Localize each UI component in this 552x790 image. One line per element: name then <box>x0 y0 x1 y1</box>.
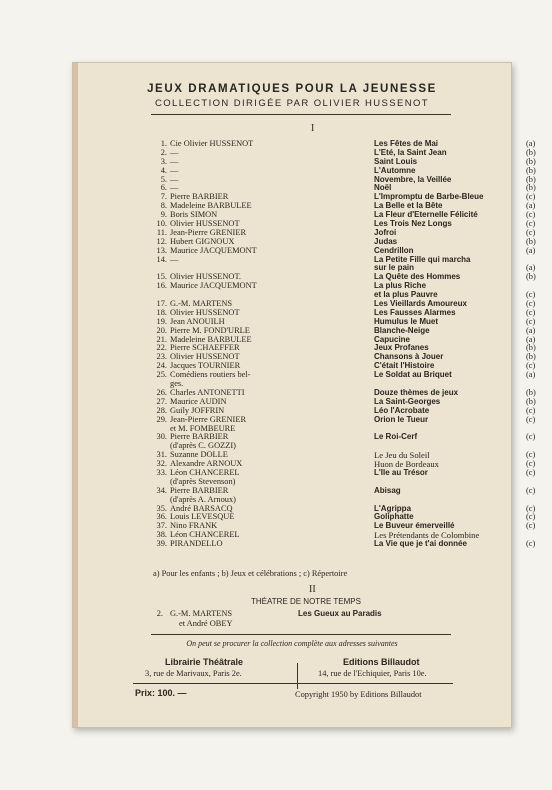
entry-title: L'Impromptu de Barbe-Bleue <box>374 192 484 202</box>
entry-code: (b) <box>526 272 536 282</box>
entry-author: Pierre SCHAEFFER <box>170 343 240 353</box>
entry-title: La plus Riche <box>374 281 427 291</box>
entry-title: Noël <box>374 183 392 193</box>
entry-author: Léon CHANCEREL <box>170 467 240 477</box>
entry-author: Alexandre ARNOUX <box>170 459 243 469</box>
entry-title: Les Prétendants de Colombine <box>374 530 480 541</box>
publisher-address: 14, rue de l'Echiquier, Paris 10e. <box>318 669 427 678</box>
entry-code: (b) <box>526 147 536 157</box>
entry-author: André BARSACQ <box>170 503 233 513</box>
entry-number: 25. <box>156 370 167 380</box>
entry-title: sur le pain <box>374 263 415 273</box>
entry-title: Les Trois Nez Longs <box>374 219 452 229</box>
list-item <box>153 176 543 185</box>
entry-code: (c) <box>526 299 536 309</box>
entry-author: Olivier HUSSENOT. <box>170 272 242 282</box>
entry-code: (c) <box>526 467 536 477</box>
entry-number: 30. <box>156 432 167 442</box>
entry-author: — <box>170 147 179 157</box>
header-rule <box>151 114 451 115</box>
list-item <box>153 371 543 380</box>
entry-title: L'Eté, la Saint Jean <box>374 147 447 157</box>
entry-number: 17. <box>156 299 167 309</box>
entry-code: (c) <box>526 521 536 531</box>
entry-title: Léo l'Acrobate <box>374 405 430 415</box>
bookshop-name: Librairie Théâtrale <box>165 657 244 667</box>
entry-number: 36. <box>156 512 167 522</box>
entry-author: Comédiens routiers bel- <box>170 370 251 380</box>
list-item <box>153 256 543 265</box>
entry-title: Humulus le Muet <box>374 316 439 326</box>
entry-code: (c) <box>526 219 536 229</box>
entry-title: Chansons à Jouer <box>374 352 444 362</box>
entry-author: Pierre BARBIER <box>170 432 229 442</box>
entry-title: La Saint-Georges <box>374 396 441 406</box>
footer-rule-bottom <box>133 683 453 684</box>
entry-number: 32. <box>156 459 167 469</box>
entry-number: 23. <box>156 352 167 362</box>
entry-number: 2. <box>160 147 167 157</box>
entry-code: (b) <box>526 396 536 406</box>
entry-code: (a) <box>526 370 536 380</box>
entry-title: La Quête des Hommes <box>374 272 461 282</box>
entry-author: Olivier HUSSENOT <box>170 307 240 317</box>
entry-code: (c) <box>526 307 536 317</box>
entry-number: 3. <box>160 156 167 166</box>
entry-author: Guily JOFFRIN <box>170 405 225 415</box>
list-item <box>153 247 543 256</box>
entry-title: Saint Louis <box>374 156 418 166</box>
entry-title: Le Jeu du Soleil <box>374 450 430 461</box>
entry-author: PIRANDELLO <box>170 539 223 549</box>
entry-title: Cendrillon <box>374 245 414 255</box>
entry-title: Novembre, la Veillée <box>374 174 452 184</box>
entry-code: (c) <box>526 512 536 522</box>
entry-title: C'était l'Histoire <box>374 361 435 371</box>
entry-number: 6. <box>160 183 167 193</box>
entry-author: Jacques TOURNIER <box>170 361 241 371</box>
entry-number: 33. <box>156 467 167 477</box>
entry-number: 21. <box>156 334 167 344</box>
entry-author: Hubert GIGNOUX <box>170 236 235 246</box>
entry-number: 10. <box>156 219 167 229</box>
entry-author: et M. FOMBEURE <box>170 423 236 433</box>
entry-number: 14. <box>156 254 167 264</box>
entry-title: La Belle et la Bête <box>374 201 443 211</box>
section-numeral-1: I <box>311 123 315 134</box>
entry-number: 13. <box>156 245 167 255</box>
legend: a) Pour les enfants ; b) Jeux et célébrations ; c) Répertoire <box>153 569 348 578</box>
entry-title: Le Buveur émerveillé <box>374 521 455 531</box>
list-item <box>153 140 543 149</box>
entry-author: Maurice JACQUEMONT <box>170 281 257 291</box>
entry-code: (a) <box>526 245 536 255</box>
entry-number: 5. <box>160 174 167 184</box>
entry-number: 38. <box>156 530 167 540</box>
entry-number: 35. <box>156 503 167 513</box>
entry-author: Pierre M. FOND'URLE <box>170 325 250 335</box>
entry-code: (c) <box>526 192 536 202</box>
entry-title: Abisag <box>374 485 401 495</box>
entry-title: Le Soldat au Briquet <box>374 370 452 380</box>
entry-code: (c) <box>526 459 536 469</box>
entry-code: (c) <box>526 210 536 220</box>
catalog-page <box>72 62 536 728</box>
entry-author: Boris SIMON <box>170 210 218 220</box>
entry-author: ges. <box>170 379 184 389</box>
entry-code: (c) <box>526 539 536 549</box>
play-list <box>153 140 543 549</box>
entry-code: (c) <box>526 290 536 300</box>
entry-code: (b) <box>526 352 536 362</box>
entry-author: Madeleine BARBULEE <box>170 334 252 344</box>
entry-code: (c) <box>526 414 536 424</box>
entry-number: 31. <box>156 450 167 460</box>
entry-code: (a) <box>526 325 536 335</box>
entry-author: Olivier HUSSENOT <box>170 219 240 229</box>
entry-title: et la plus Pauvre <box>374 290 438 300</box>
entry-author: Suzanne DOLLE <box>170 450 228 460</box>
entry-author: Jean-Pierre GRENIER <box>170 414 247 424</box>
entry-number: 9. <box>160 210 167 220</box>
entry-title: L'Automne <box>374 165 416 175</box>
section-heading: THÉATRE DE NOTRE TEMPS <box>251 597 361 606</box>
entry-number: 11. <box>156 227 167 237</box>
entry-number: 22. <box>156 343 167 353</box>
entry-author: G.-M. MARTENS <box>170 609 233 618</box>
entry-title: La Vie que je t'ai donnée <box>374 539 467 549</box>
entry-title: Orion le Tueur <box>374 414 429 424</box>
entry-author: Pierre BARBIER <box>170 485 229 495</box>
entry-title: Le Roi-Cerf <box>374 432 418 442</box>
entry-author: (d'après C. GOZZI) <box>170 441 236 451</box>
entry-number: 37. <box>156 521 167 531</box>
entry-title: Judas <box>374 236 398 246</box>
entry-author: — <box>170 183 179 193</box>
entry-number: 7. <box>160 192 167 202</box>
entry-title: L'Agrippa <box>374 503 412 513</box>
entry-number: 15. <box>156 272 167 282</box>
entry-title: Les Vieillards Amoureux <box>374 299 467 309</box>
entry-title: Les Gueux au Paradis <box>298 609 382 618</box>
entry-code: (c) <box>526 485 536 495</box>
entry-number: 4. <box>160 165 167 175</box>
entry-title: La Petite Fille qui marcha <box>374 254 471 264</box>
entry-author: Léon CHANCEREL <box>170 530 240 540</box>
entry-number: 20. <box>156 325 167 335</box>
entry-code: (a) <box>526 201 536 211</box>
entry-author: G.-M. MARTENS <box>170 299 233 309</box>
entry-code: (a) <box>526 263 536 273</box>
list-item <box>153 158 543 167</box>
entry-number: 34. <box>156 485 167 495</box>
entry-code: (c) <box>526 405 536 415</box>
entry-title: La Fleur d'Eternelle Félicité <box>374 210 478 220</box>
list-item <box>153 149 543 158</box>
entry-author: (d'après A. Arnoux) <box>170 494 236 504</box>
entry-number: 26. <box>156 387 167 397</box>
list-item <box>153 167 543 176</box>
footer-note: On peut se procurer la collection complète aux adresses suivantes <box>186 639 398 648</box>
entry-number: 8. <box>160 201 167 211</box>
entry-coauthor: et André OBEY <box>179 619 233 628</box>
copyright: Copyright 1950 by Editions Billaudot <box>295 690 422 699</box>
entry-author: Nino FRANK <box>170 521 218 531</box>
footer-divider <box>297 663 298 689</box>
entry-title: L'Ile au Trésor <box>374 467 428 477</box>
entry-author: Jean-Pierre GRENIER <box>170 227 247 237</box>
list-item <box>153 540 543 549</box>
entry-title: Capucine <box>374 334 411 344</box>
entry-code: (c) <box>526 450 536 460</box>
entry-author: — <box>170 254 179 264</box>
entry-number: 16. <box>156 281 167 291</box>
entry-number: 1. <box>160 139 167 148</box>
entry-code: (b) <box>526 174 536 184</box>
entry-number: 27. <box>156 396 167 406</box>
entry-code: (a) <box>526 139 536 148</box>
entry-title: Goliphatte <box>374 512 414 522</box>
entry-title: Jofroi <box>374 227 397 237</box>
entry-title: Jeux Profanes <box>374 343 429 353</box>
entry-code: (b) <box>526 387 536 397</box>
collection-title: JEUX DRAMATIQUES POUR LA JEUNESSE <box>147 83 437 95</box>
entry-code: (b) <box>526 183 536 193</box>
entry-author: — <box>170 156 179 166</box>
entry-code: (c) <box>526 316 536 326</box>
entry-number: 39. <box>156 539 167 549</box>
entry-code: (c) <box>526 432 536 442</box>
entry-title: Blanche-Neige <box>374 325 430 335</box>
entry-number: 18. <box>156 307 167 317</box>
entry-title: Douze thèmes de jeux <box>374 387 459 397</box>
entry-number: 19. <box>156 316 167 326</box>
entry-code: (c) <box>526 361 536 371</box>
entry-author: Charles ANTONETTI <box>170 387 245 397</box>
price: Prix: 100. — <box>135 688 187 698</box>
entry-author: Louis LEVESQUE <box>170 512 235 522</box>
entry-author: Maurice AUDIN <box>170 396 227 406</box>
entry-author: — <box>170 165 179 175</box>
entry-author: Jean ANOUILH <box>170 316 225 326</box>
publisher-name: Editions Billaudot <box>343 657 420 667</box>
entry-author: Madeleine BARBULEE <box>170 201 252 211</box>
bookshop-address: 3, rue de Marivaux, Paris 2e. <box>145 669 242 678</box>
entry-code: (b) <box>526 156 536 166</box>
collection-subtitle: COLLECTION DIRIGÉE PAR OLIVIER HUSSENOT <box>154 98 430 109</box>
entry-author: Cie Olivier HUSSENOT <box>170 139 254 148</box>
entry-author: (d'après Stevenson) <box>170 476 236 486</box>
entry-number: 29. <box>156 414 167 424</box>
entry-author: Pierre BARBIER <box>170 192 229 202</box>
entry-author: — <box>170 174 179 184</box>
entry-number: 24. <box>156 361 167 371</box>
entry-code: (b) <box>526 236 536 246</box>
entry-author: Maurice JACQUEMONT <box>170 245 257 255</box>
entry-title: Les Fêtes de Mai <box>374 139 439 148</box>
entry-number: 28. <box>156 405 167 415</box>
entry-number: 12. <box>156 236 167 246</box>
entry-number: 2. <box>156 609 163 618</box>
footer-rule-top <box>151 634 451 635</box>
entry-author: Olivier HUSSENOT <box>170 352 240 362</box>
entry-code: (b) <box>526 343 536 353</box>
entry-title: Huon de Bordeaux <box>374 459 439 470</box>
entry-code: (c) <box>526 227 536 237</box>
list-item <box>153 282 543 291</box>
section-numeral-2: II <box>309 584 316 595</box>
entry-title: Les Fausses Alarmes <box>374 307 456 317</box>
entry-code: (b) <box>526 165 536 175</box>
entry-code: (c) <box>526 503 536 513</box>
entry-code: (a) <box>526 334 536 344</box>
